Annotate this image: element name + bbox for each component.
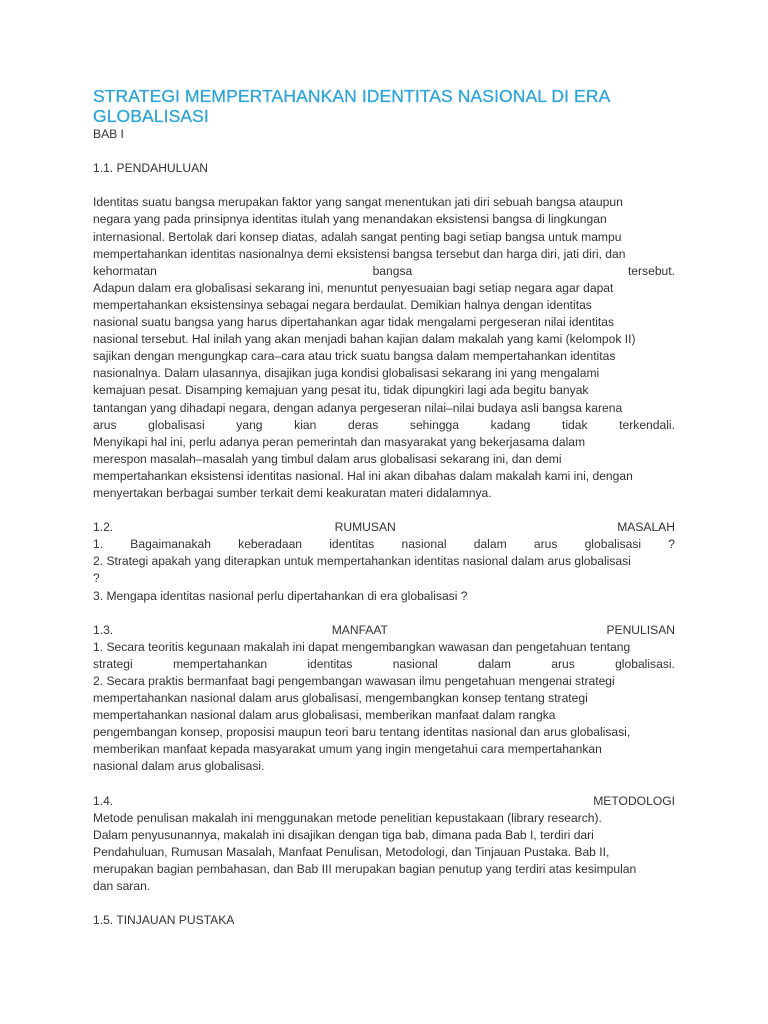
text-line: sajikan dengan mengungkap cara–cara atau trick suatu bangsa dalam mempertahankan identitas [93, 349, 616, 364]
text-line: memberikan manfaat kepada masyarakat umum yang ingin mengetahui cara mempertahankan [93, 742, 602, 757]
word: 1. [93, 537, 104, 552]
text-line: kemajuan pesat. Disamping kemajuan yang pesat itu, tidak dipungkiri lagi ada begitu banyak [93, 383, 589, 398]
title-line-2: GLOBALISASI [93, 106, 209, 126]
text-line: mempertahankan nasional dalam arus globalisasi, memberikan manfaat dalam rangka [93, 708, 556, 723]
word: nasional [392, 656, 438, 671]
word: RUMUSAN [334, 520, 396, 535]
text-line: Pendahuluan, Rumusan Masalah, Manfaat Penulisan, Metodologi, dan Tinjauan Pustaka. Bab II, [93, 844, 610, 859]
text-line: Dalam penyusunannya, makalah ini disajikan dengan tiga bab, dimana pada Bab I, terdiri dari [93, 827, 594, 842]
list-rumusan [93, 536, 675, 604]
text-line: nasional tersebut. Hal inilah yang akan menjadi bahan kajian dalam makalah yang kami (kelompok II) [93, 332, 636, 347]
paragraph-pendahuluan [93, 194, 675, 502]
text-line: 1. Secara teoritis kegunaan makalah ini dapat mengembangkan wawasan dan pengetahuan tentang [93, 639, 631, 654]
text-line: dan saran. [93, 879, 151, 894]
word: METODOLOGI [593, 793, 675, 808]
list-item: 2. Strategi apakah yang diterapkan untuk mempertahankan identitas nasional dalam arus globalisasi [93, 554, 631, 569]
text-line-justified [93, 656, 675, 673]
word: globalisasi. [615, 656, 675, 671]
section-heading-pendahuluan: 1.1. PENDAHULUAN [93, 161, 208, 176]
word: kian [294, 417, 317, 432]
word: globalisasi [148, 417, 205, 432]
word: ? [668, 537, 675, 552]
word: yang [236, 417, 263, 432]
word: dalam [473, 537, 507, 552]
text-line: menyertakan berbagai sumber terkait demi keakuratan materi didalamnya. [93, 485, 492, 500]
text-line: mempertahankan eksistensinya sebagai negara berdaulat. Demikian halnya dengan identitas [93, 297, 592, 312]
section-heading-metodologi [93, 793, 675, 810]
word: tersebut. [627, 263, 675, 278]
word: nasional [401, 537, 447, 552]
text-line: Adapun dalam era globalisasi sekarang ini, menuntut penyesuaian bagi setiap negara agar dapat [93, 280, 614, 295]
list-item [93, 536, 675, 553]
text-line: tantangan yang dihadapi negara, dengan adanya pergeseran nilai–nilai budaya asli bangsa karena [93, 400, 623, 415]
word: MANFAAT [331, 622, 388, 637]
word: sehingga [409, 417, 459, 432]
word: identitas [307, 656, 353, 671]
word: mempertahankan [172, 656, 268, 671]
word: kadang [490, 417, 531, 432]
word: identitas [329, 537, 375, 552]
text-line: negara yang pada prinsipnya identitas itulah yang menandakan eksistensi bangsa di lingkungan [93, 212, 607, 227]
section-heading-manfaat [93, 622, 675, 639]
chapter-label: BAB I [93, 127, 124, 141]
section-heading-tinjauan: 1.5. TINJAUAN PUSTAKA [93, 913, 235, 928]
text-line: 2. Secara praktis bermanfaat bagi pengembangan wawasan ilmu pengetahuan mengenai strategi [93, 674, 615, 688]
section-heading-rumusan [93, 519, 675, 536]
paragraph-manfaat [93, 639, 675, 776]
text-line: mempertahankan eksistensi identitas nasional. Hal ini akan dibahas dalam makalah kami ini, dengan [93, 468, 633, 483]
text-line: mempertahankan identitas nasionalnya demi eksistensi bangsa tersebut dan harga diri, jati diri, dan [93, 246, 626, 261]
word: arus [533, 537, 558, 552]
text-line: nasional dalam arus globalisasi. [93, 759, 265, 774]
word: 1.3. [93, 622, 114, 637]
title-line-1: STRATEGI MEMPERTAHANKAN IDENTITAS NASIONAL DI ERA [93, 86, 611, 106]
word: MASALAH [617, 520, 675, 535]
text-line: merupakan bagian pembahasan, dan Bab III merupakan bagian penutup yang terdiri atas kesimpulan [93, 862, 637, 877]
word: Bagaimanakah [130, 537, 211, 552]
text-line: nasionalnya. Dalam ulasannya, disajikan juga kondisi globalisasi sekarang ini yang mengalami [93, 366, 600, 381]
text-line: mempertahankan nasional dalam arus globalisasi, mengembangkan konsep tentang strategi [93, 691, 588, 706]
document-page [93, 86, 675, 929]
document-title [93, 86, 675, 126]
paragraph-metodologi [93, 810, 675, 895]
text-line: pengembangan konsep, proposisi maupun teori baru tentang identitas nasional dan arus globalisasi, [93, 725, 631, 740]
word: strategi [93, 656, 133, 671]
word: 1.2. [93, 520, 114, 535]
word: dalam [478, 656, 511, 671]
list-item: 3. Mengapa identitas nasional perlu dipertahankan di era globalisasi ? [93, 588, 468, 603]
text-line: Menyikapi hal ini, perlu adanya peran pemerintah dan masyarakat yang bekerjasama dalam [93, 434, 586, 449]
text-line: Metode penulisan makalah ini menggunakan metode penelitian kepustakaan (library research). [93, 810, 602, 825]
text-line: merespon masalah–masalah yang timbul dalam arus globalisasi sekarang ini, dan demi [93, 451, 562, 466]
word: tidak [561, 417, 588, 432]
text-line-justified [93, 263, 675, 280]
word: kehormatan [93, 263, 157, 278]
word: arus [551, 656, 575, 671]
word: arus [93, 417, 117, 432]
word: terkendali. [619, 417, 675, 432]
word: PENULISAN [606, 622, 675, 637]
text-line: nasional suatu bangsa yang harus dipertahankan agar tidak mengalami pergeseran nilai identitas [93, 315, 615, 330]
word: 1.4. [93, 793, 114, 808]
document-body [93, 126, 675, 929]
word: deras [348, 417, 379, 432]
list-item-continuation: ? [93, 571, 100, 586]
word: globalisasi [584, 537, 642, 552]
word: keberadaan [238, 537, 303, 552]
text-line-justified [93, 417, 675, 434]
text-line: Identitas suatu bangsa merupakan faktor yang sangat menentukan jati diri sebuah bangsa ataupun [93, 195, 623, 210]
text-line: internasional. Bertolak dari konsep diatas, adalah sangat penting bagi setiap bangsa untuk mampu [93, 229, 622, 244]
word: bangsa [372, 263, 413, 278]
